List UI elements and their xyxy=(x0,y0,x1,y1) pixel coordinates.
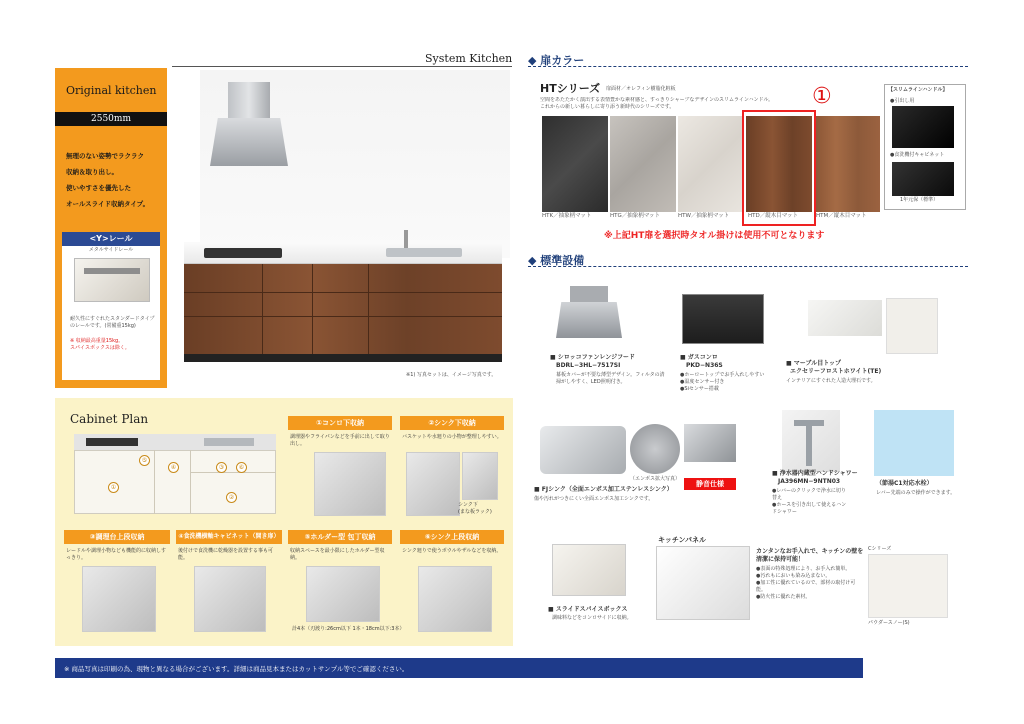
plan-number-2: ② xyxy=(226,492,237,503)
sink-title: ■ FJシンク（全面エンボス加工ステンレスシンク） xyxy=(534,486,673,493)
series-name: HTシリーズ xyxy=(540,82,601,95)
rail-drawer-image xyxy=(74,258,150,302)
faucet-image xyxy=(782,410,840,472)
water-saving-diagram xyxy=(874,410,954,476)
kitchen-panel-image xyxy=(656,546,750,620)
emboss-image xyxy=(630,424,680,474)
stove-title: ■ ガスコンロ xyxy=(680,354,718,361)
item2-detail-image xyxy=(462,452,498,500)
sink-rack-note: シンク下 (まな板ラック) xyxy=(458,502,492,515)
faucet xyxy=(404,230,408,248)
item5-image xyxy=(306,566,380,622)
swatch-htm[interactable] xyxy=(814,116,880,212)
handle-box-title: 【スリムラインハンドル】 xyxy=(888,87,948,93)
counter-image xyxy=(808,300,882,336)
system-kitchen-header: System Kitchen xyxy=(425,52,513,65)
hood-model: BDRL−3HL−7517SI xyxy=(556,362,621,369)
panel-line: オールスライド収納タイプ。 xyxy=(66,200,150,208)
plan-number-6: ⑥ xyxy=(236,462,247,473)
hood-title: ■ シロッコファンレンジフード xyxy=(550,354,635,361)
handle-image1 xyxy=(892,106,954,148)
faucet-title: ■ 浄水器内蔵型ハンドシャワー xyxy=(772,470,858,477)
cabinet-seam xyxy=(368,264,369,354)
cabinet-seam xyxy=(312,264,313,354)
item6-image xyxy=(418,566,492,632)
rail-note: 耐久性にすぐれたスタンダードタイプのレールです。(常備重15kg) xyxy=(70,316,155,329)
panel-lines xyxy=(66,148,166,212)
rail-title-bar: <Y>レール xyxy=(62,232,160,246)
header-rule xyxy=(172,66,512,67)
counter-desc: インテリアにすぐれた人造大理石です。 xyxy=(786,378,876,384)
plan-number-4: ④ xyxy=(168,462,179,473)
cabinet-fronts xyxy=(184,264,502,354)
door-color-heading-text: 扉カラー xyxy=(540,54,585,67)
sink-part-image xyxy=(684,424,736,462)
panel-title: Original kitchen xyxy=(66,84,157,97)
item4-image xyxy=(194,566,266,632)
stove-desc: ●ホーロートップでお手入れしやすい ●温度センサー付き ●Siセンサー搭載 xyxy=(680,372,765,392)
sink-desc: 傷や汚れがつきにくい全面エンボス加工シンクです。 xyxy=(534,496,654,502)
water-saving-desc: レバー先端のみで操作ができます。 xyxy=(876,490,956,496)
sink-image xyxy=(540,426,626,474)
handle-item2: ●食洗機付キャビネット xyxy=(890,152,945,158)
swatch-label: HTD／縦木目マット xyxy=(748,213,799,219)
swatch-htk[interactable] xyxy=(542,116,608,212)
sink-basin xyxy=(386,248,462,257)
plan-drawing xyxy=(74,434,276,514)
faucet-model: JA396MN−9NTN03 xyxy=(778,478,841,485)
item3-image xyxy=(82,566,156,632)
hood-image xyxy=(556,286,622,338)
photo-note: ※1) 写真セットは、イメージ写真です。 xyxy=(406,372,497,378)
panel-headline: カンタンなお手入れで、キッチンの壁を清潔に保持可能！ xyxy=(756,548,864,563)
swatch-htg[interactable] xyxy=(610,116,676,212)
swatch-label: HTM／縦木目マット xyxy=(816,213,867,219)
plan-number-5: ⑤ xyxy=(139,455,150,466)
quiet-badge: 静音仕様 xyxy=(684,478,736,490)
item2-title: ②シンク下収納 xyxy=(400,416,504,430)
item3-title: ③調理台上段収納 xyxy=(64,530,170,544)
plan-number-3: ③ xyxy=(216,462,227,473)
handle-item1: ●引出し用 xyxy=(890,98,915,104)
cabinet-plan-title: Cabinet Plan xyxy=(70,412,149,426)
item6-title: ⑥シンク上段収納 xyxy=(400,530,504,544)
panel-series: Cシリーズ xyxy=(868,546,892,552)
plinth xyxy=(184,354,502,362)
door-color-rule xyxy=(528,66,968,67)
item1-desc: 調理器やフライパンなどを手前に出して取り出し。 xyxy=(290,434,390,447)
swatch-label: HTK／抽象柄マット xyxy=(542,213,592,219)
counter-model: エクセリーフロストホワイト(TE) xyxy=(790,368,882,375)
panel-title-label: キッチンパネル xyxy=(658,536,707,544)
range-hood xyxy=(210,82,288,166)
rail-subtitle: メタルサイドレール xyxy=(88,247,134,253)
spice-desc: 調味料などをコンロサイドに収納。 xyxy=(552,615,632,621)
water-saving-title: （節湯C1対応水栓） xyxy=(876,480,933,487)
swatch-label: HTG／抽象柄マット xyxy=(610,213,661,219)
gas-stove xyxy=(204,248,282,258)
spice-image xyxy=(552,544,626,596)
cabinet-seam xyxy=(262,264,263,354)
item2-desc: バスケットや水廻りの小物が整理しやすい。 xyxy=(402,434,502,440)
standard-heading-text: 標準設備 xyxy=(540,254,585,267)
selected-swatch-frame xyxy=(742,110,816,226)
item6-desc: シンク廻りで使うボウルやザルなどを収納。 xyxy=(402,548,502,554)
item5-desc: 収納スペースを最小限にしたホルダー型収納。 xyxy=(290,548,385,561)
counter-swatch xyxy=(886,298,938,354)
cabinet-seam xyxy=(184,292,502,293)
panel-size-bar: 2550mm xyxy=(55,112,167,126)
faucet-desc: ●レバーのクリックで浄水に切り替え ●ホースを引き出して使えるハンドシャワー xyxy=(772,488,847,515)
towel-warning: ※上記HT扉を選択時タオル掛けは使用不可となります xyxy=(604,231,825,241)
standard-rule xyxy=(528,266,968,267)
stove-model: PKD−N36S xyxy=(686,362,723,369)
handle-image2 xyxy=(892,162,954,196)
panel-desc: ●表面の特殊処理により、お手入れ簡単。 ●汚れもにおいも染み込まない。 ●加工性に優れているので、部材の取付け可能。 ●防火性に優れた素材。 xyxy=(756,566,856,600)
item5-title: ⑤ホルダー型 包丁収納 xyxy=(288,530,392,544)
plan-number-1: ① xyxy=(108,482,119,493)
footer-text: ※ 商品写真は印刷の為、現物と異なる場合がございます。詳細は商品見本またはカットサンプル等でご確認ください。 xyxy=(64,665,409,673)
panel-line: 収納＆取り出し。 xyxy=(66,168,118,176)
series-desc2: これからの新しい暮らしに寄り添う新時代のシリーズです。 xyxy=(540,104,675,110)
panel-color-swatch xyxy=(868,554,948,618)
selection-marker: ① xyxy=(812,84,832,109)
counter-title: ■ マーブル目トップ xyxy=(786,360,842,367)
series-desc1: 空間をあたたかく演出する表情豊かな素材感と、すっきりシャープなデザインのスリムラインハンドル。 xyxy=(540,97,774,103)
rail-box xyxy=(62,232,160,380)
item4-desc: 後付けで食洗機に乾燥器を設置する事も可能。 xyxy=(178,548,274,561)
item1-title: ①コンロ下収納 xyxy=(288,416,392,430)
door-color-heading: ◆ 扉カラー xyxy=(528,54,585,67)
spice-title: ■ スライドスパイスボックス xyxy=(548,606,628,613)
item4-title: ④食洗機横軸キャビネット（開き扉） xyxy=(176,530,282,544)
standard-heading: ◆ 標準設備 xyxy=(528,254,585,267)
item1-image xyxy=(314,452,386,516)
stove-image xyxy=(682,294,764,344)
item3-desc: レードルや調理小物なども機能的に収納しすっきり。 xyxy=(66,548,167,561)
hood-desc: 幕板カバーが不要な薄型デザイン。フィルタの清掃がしやすく、LED照明付き。 xyxy=(556,372,665,385)
kitchen-image xyxy=(180,70,510,370)
panel-line: 使いやすさを優先した xyxy=(66,184,131,192)
swatch-label: HTW／抽象柄マット xyxy=(678,213,730,219)
rail-note-red: ※ 収納最高重量15kg。 スパイスボックスは除く。 xyxy=(70,338,130,351)
panel-color-name: パウダースノー(S) xyxy=(868,620,910,626)
panel-line: 無理のない姿勢でラクラク xyxy=(66,152,144,160)
emboss-caption: （エンボス拡大写真） xyxy=(630,476,681,482)
item2-image xyxy=(406,452,460,516)
cabinet-seam xyxy=(184,316,502,317)
knife-note: 計4本（刃渡り:26cm以下 1本・18cm以下:3本） xyxy=(292,626,405,632)
rail-detail xyxy=(84,268,140,274)
swatch-htw[interactable] xyxy=(678,116,744,212)
handle-item2-note: 1年元保（標準） xyxy=(900,197,939,203)
series-sub: 扉面材／オレフィン樹脂化粧板 xyxy=(606,86,676,92)
